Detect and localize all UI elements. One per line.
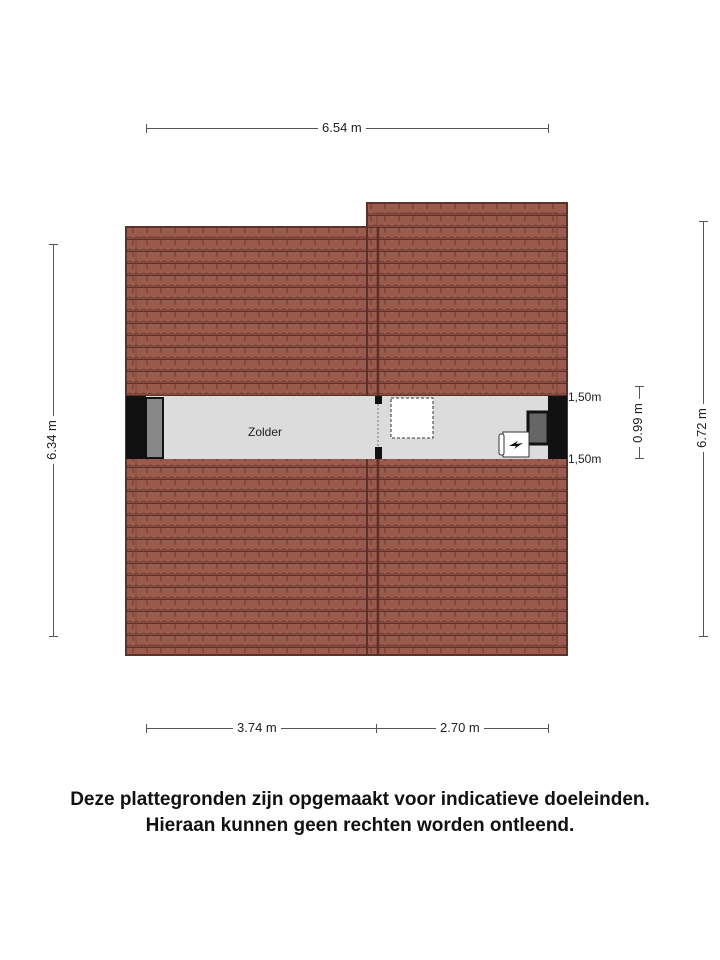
dimension-bottom-right-label: 2.70 m	[436, 721, 484, 735]
shaft	[528, 412, 548, 444]
dimension-right-label: 6.72 m	[695, 404, 709, 452]
disclaimer-line-1: Deze plattegronden zijn opgemaakt voor indicatieve doeleinden.	[70, 789, 650, 810]
height-label-lower: 1,50m	[568, 452, 602, 466]
dimension-left-label: 6.34 m	[45, 416, 59, 464]
dimension-bottom-left-label: 3.74 m	[233, 721, 281, 735]
partition-wall	[375, 396, 382, 404]
dimension-strip-label: 0.99 m	[631, 399, 645, 447]
attic-floor-strip	[126, 396, 567, 459]
room-label-attic: Zolder	[248, 425, 283, 439]
window-left	[146, 398, 163, 458]
roof-hatch-icon	[391, 398, 433, 438]
height-label-upper: 1,50m	[568, 390, 602, 404]
wall-right	[548, 396, 567, 459]
boiler-icon	[499, 432, 529, 457]
dimension-top-label: 6.54 m	[318, 121, 366, 135]
wall-left	[126, 396, 146, 459]
disclaimer-line-2: Hieraan kunnen geen rechten worden ontleend.	[145, 815, 575, 836]
partition-wall	[375, 447, 382, 459]
